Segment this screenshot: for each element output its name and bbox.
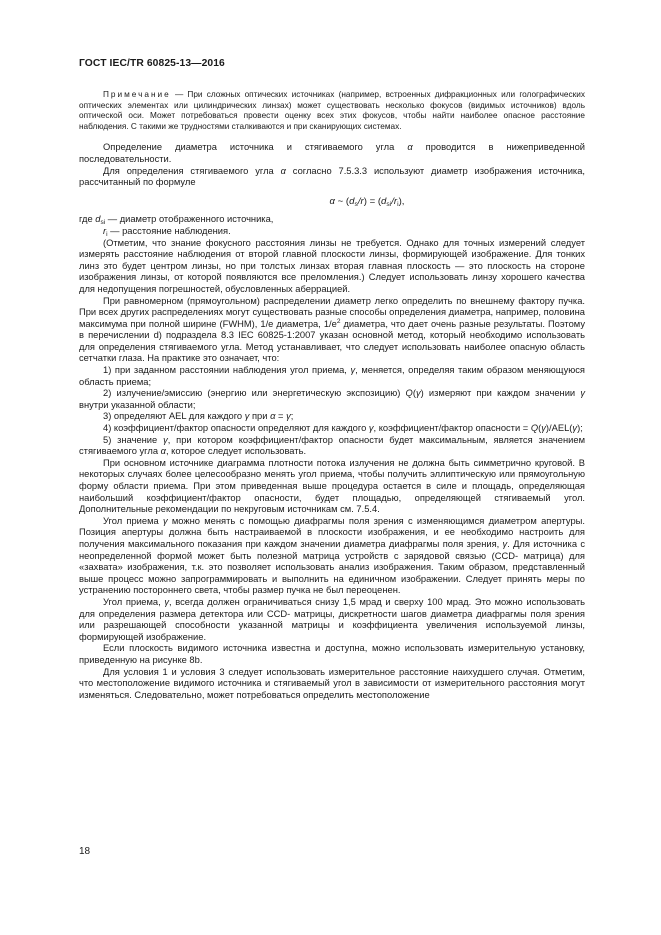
q-symbol: Q	[530, 423, 539, 434]
def-r-text: — расстояние наблюдения.	[107, 225, 231, 236]
formula	[79, 196, 585, 208]
p4-sup: 2	[336, 317, 341, 325]
note-paragraph	[79, 90, 585, 132]
li3-c: =	[275, 411, 287, 422]
formula-d1: d	[349, 195, 355, 207]
paragraph-9: Для условия 1 и условия 3 следует использовать измерительное расстояние наихудшего случая. Отметим, что местоположение видимого источника и стягиваемый угол в зависимости от измерительного расстояния могут изменяться. Следовательно, может потребоваться определить местоположение	[79, 666, 585, 700]
li2-b: (	[412, 388, 416, 399]
list-item-4	[79, 423, 585, 435]
list-item-1	[79, 365, 585, 388]
def-lead: где	[79, 214, 96, 225]
paragraph-4	[79, 296, 585, 366]
p2-text-b: согласно 7.5.3.3 используют диаметр изображения источника, рассчитанный по формуле	[79, 165, 585, 188]
formula-sub-i: i	[397, 200, 399, 208]
gamma-symbol: γ	[572, 423, 578, 434]
li4-c: (	[538, 423, 542, 434]
p4-text-b: диаметра, что дает очень разные результаты. Поэтому в перечислении d) подраздела 8.3 IEC 60825-1:2007 указан основной метод, который необходимо использовать для определения стягиваемого угла. Метод устанавливает, что следует использовать наиболее опасную область сетчатки глаза. На практике это означает, что:	[79, 318, 585, 364]
gamma-symbol: γ	[164, 596, 170, 607]
formula-alpha: α	[329, 195, 335, 207]
gamma-symbol: γ	[350, 365, 356, 376]
p1-text-b: проводится в нижеприведенной последовательности.	[79, 142, 586, 164]
def-r-symbol: r	[103, 225, 107, 236]
alpha-symbol: α	[407, 142, 413, 153]
gamma-symbol: γ	[415, 388, 421, 399]
gamma-symbol: γ	[162, 515, 168, 526]
formula-tilde: ~ (	[334, 195, 350, 207]
note-label: Примечание	[103, 90, 171, 99]
p6-b: можно менять с помощью диафрагмы поля зрения с изменяющимся диаметром апертуры. Позиция апертуры должна быть настраиваемой в плоскости изображения, и ее необходимо настроить для получения максимального показания при каждом значении диаметра диафрагмы поля зрения,	[79, 515, 585, 549]
gamma-symbol: γ	[286, 411, 291, 422]
list-item-2	[79, 388, 585, 411]
def-d-text: — диаметр отображенного источника,	[105, 214, 274, 225]
li4-a: 4) коэффициент/фактор опасности определяют для каждого	[103, 423, 369, 434]
li1-b: , меняется, определяя таким образом меняющуюся область приема;	[79, 365, 585, 387]
list-item-3	[79, 411, 585, 423]
page-number: 18	[79, 846, 91, 857]
li4-d: )/AEL(	[545, 423, 573, 434]
paragraph-3: (Отметим, что знание фокусного расстояния линзы не требуется. Однако для точных измерений следует измерять расстояние наблюдения от второй главной плоскости линзы, формирующей изображение. Для тонких линз это будет центром линзы, но при толстых линзах вторая главная плоскость — это плоскость на стороне изображения линзы, от которой появляются все преломления.) Следует использовать линзу хорошего качества для недопущения погрешностей, обусловленных аберрацией.	[79, 237, 585, 294]
li4-e: );	[577, 423, 583, 434]
formula-r2: /r	[391, 195, 398, 207]
definition-d	[79, 214, 585, 226]
alpha-symbol: α	[280, 165, 286, 176]
gamma-symbol: γ	[244, 411, 250, 422]
formula-end: ),	[398, 195, 405, 207]
li2-d: внутри указанной области;	[79, 399, 196, 410]
formula-sub-s: s	[354, 200, 358, 208]
li5-b: , при котором коэффициент/фактор опасности будет максимальным, является значением стягиваемого угла	[79, 434, 586, 457]
alpha-symbol: α	[160, 446, 166, 457]
definition-r	[79, 226, 585, 238]
gamma-symbol: γ	[502, 538, 508, 549]
paragraph-2	[79, 166, 585, 189]
p7-b: , всегда должен ограничиваться снизу 1,5 мрад и сверху 100 мрад. Это можно использовать для определения размера детектора или CCD- матрицы, дискретности шагов диаметра диафрагмы поля зрения или разрешающей способности указанной матрицы и коэффициента увеличения используемой линзы, формирующей изображение.	[79, 596, 585, 642]
li3-a: 3) определяют AEL для каждого	[103, 411, 245, 422]
document-body	[79, 90, 585, 701]
gamma-symbol: γ	[163, 434, 168, 445]
formula-sub-si: si	[386, 200, 392, 208]
gamma-symbol: γ	[580, 388, 585, 399]
formula-r1: /r	[357, 195, 364, 207]
li3-d: ;	[290, 411, 294, 422]
li5-a: 5) значение	[103, 434, 164, 445]
p2-text-a: Для определения стягиваемого угла	[103, 165, 281, 176]
paragraph-8: Если плоскость видимого источника известна и доступна, можно использовать измерительную установку, приведенную на рисунке 8b.	[79, 643, 585, 665]
list-item-5	[79, 435, 585, 458]
li2-a: 2) излучение/эмиссию (энергию или энергетическую экспозицию)	[103, 388, 406, 399]
p7-a: Угол приема,	[103, 596, 165, 607]
formula-d2: d	[381, 195, 387, 207]
def-d-sub: si	[100, 219, 106, 227]
gamma-symbol: γ	[541, 423, 546, 434]
li4-b: , коэффициент/фактор опасности =	[373, 423, 531, 434]
li3-b: при	[249, 411, 271, 422]
paragraph-7	[79, 597, 585, 643]
formula-mid: ) = (	[363, 195, 382, 207]
p4-text-a: При равномерном (прямоугольном) распределении диаметр легко определить по внешнему фактору пучка. При всех других распределениях могут существовать разные способы определения диаметра, например, половина максимума при полной ширине (FWHM), 1/e диаметра, 1/e	[79, 295, 585, 329]
paragraph-5: При основном источнике диаграмма плотности потока излучения не должна быть симметрично круговой. В некоторых случаях более целесообразно менять угол приема, чтобы получить эллиптическую или прямоугольную форму области приема. При этом приведенная выше процедура остается в силе и площадь, определяющая наибольший коэффициент/фактор опасности, будет площадью, определяющей стягиваемый угол. Дополнительные рекомендации по некруговым источникам см. 7.5.4.	[79, 457, 585, 515]
def-r-sub: i	[106, 230, 108, 238]
gamma-symbol: γ	[368, 423, 374, 434]
def-d-symbol: d	[95, 214, 101, 225]
p6-a: Угол приема	[103, 515, 163, 526]
p1-text-a: Определение диаметра источника и стягиваемого угла	[103, 142, 408, 153]
li5-c: , которое следует использовать.	[165, 446, 307, 457]
li1-a: 1) при заданном расстоянии наблюдения угол приема,	[103, 365, 351, 376]
paragraph-6	[79, 516, 585, 597]
alpha-symbol: α	[270, 411, 276, 422]
document-header: ГОСТ IEC/TR 60825-13—2016	[79, 58, 225, 69]
p6-c: . Для источника с неопределенной формой может быть полезной матрица устройств с зарядовой связью (CCD- матрица) для «захвата» изображения, т.к. это позволяет использовать анализ изображения. Таким образом, представленный выше процесс можно запрограммировать и выполнить на единичном изображении. Следует принять меры по устранению постороннего света, чтобы размер пучка не был переоценен.	[79, 538, 585, 596]
note-text: — При сложных оптических источниках (например, встроенных дифракционных или голографических оптических элементах или цилиндрических линзах) может существовать несколько фокусов (видимых источников) вдоль оптической оси. Может потребоваться провести оценку всех этих фокусов, чтобы найти наиболее опасное расстояние наблюдения. С такими же трудностями сталкиваются и при сканирующих системах.	[79, 90, 585, 131]
li2-c: ) измеряют при каждом значении	[420, 388, 581, 399]
paragraph-1	[79, 142, 585, 165]
q-symbol: Q	[405, 388, 413, 399]
